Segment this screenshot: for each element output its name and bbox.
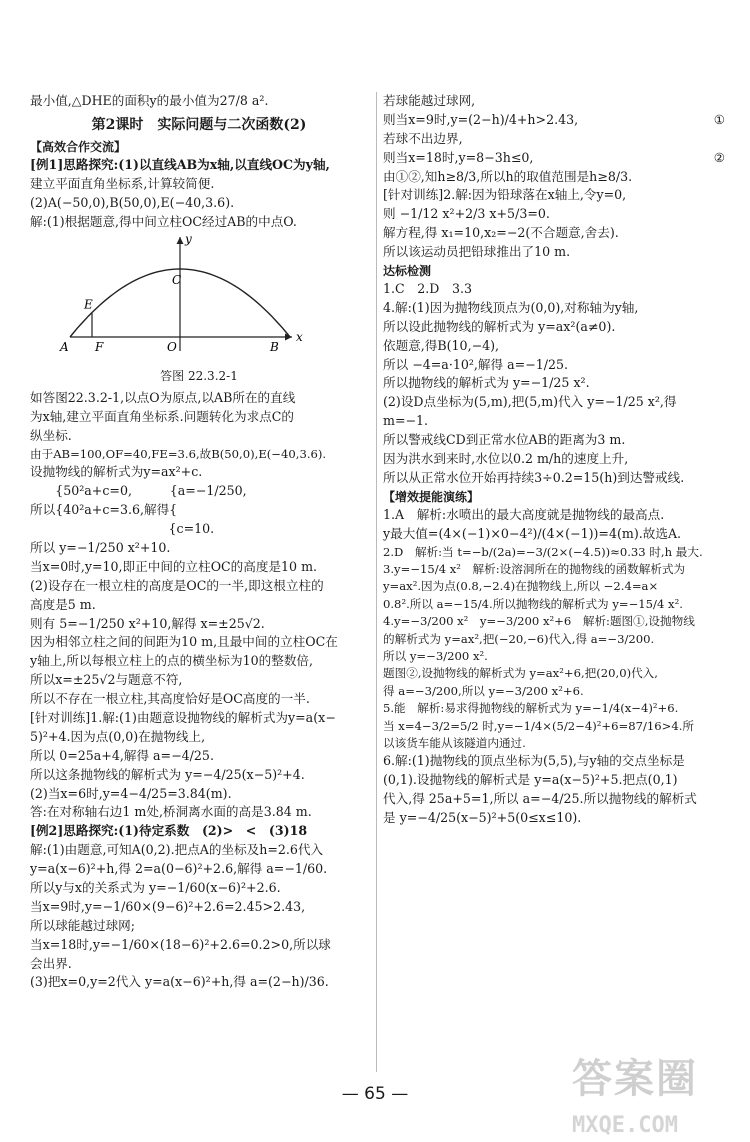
text-line bbox=[30, 803, 368, 822]
text-line bbox=[30, 482, 368, 501]
text-line-content: 设抛物线的解析式为y=ax²+c. bbox=[30, 464, 203, 480]
text-line bbox=[30, 596, 368, 615]
text-line bbox=[30, 213, 368, 232]
text-line-content: 因为相邻立柱之间的间距为10 m,且最中间的立柱OC在 bbox=[30, 634, 338, 650]
right-column bbox=[383, 92, 725, 828]
text-line bbox=[30, 156, 368, 175]
text-line bbox=[30, 766, 368, 785]
left-text-block-bottom bbox=[30, 389, 368, 992]
text-line bbox=[383, 648, 725, 665]
text-line-content: [针对训练]1.解:(1)由题意设抛物线的解析式为y=a(x− bbox=[30, 709, 336, 725]
text-line-content: y=ax².因为点(0.8,−2.4)在抛物线上,所以 −2.4=a× bbox=[383, 579, 659, 594]
text-line-content: 所以 y=−3/200 x². bbox=[383, 648, 488, 663]
text-line bbox=[30, 389, 368, 408]
text-line bbox=[383, 488, 725, 506]
text-line bbox=[30, 463, 368, 482]
text-line-content: 【增效提能演练】 bbox=[383, 489, 480, 504]
right-text-block bbox=[383, 92, 725, 828]
text-line-content: 【高效合作交流】 bbox=[30, 139, 127, 154]
equation-number: ② bbox=[713, 149, 725, 165]
text-line-content: 得 a=−3/200,所以 y=−3/200 x²+6. bbox=[383, 683, 584, 698]
text-line-content: (2)A(−50,0),B(50,0),E(−40,3.6). bbox=[30, 194, 235, 210]
text-line bbox=[383, 318, 725, 337]
text-line bbox=[383, 243, 725, 262]
text-line-content: 代入,得 25a+5=1,所以 a=−4/25.所以抛物线的解析式 bbox=[383, 791, 697, 807]
text-line bbox=[30, 633, 368, 652]
text-line-content: 2.D 解析:当 t=−b/(2a)=−3/(2×(−4.5))≈0.33 时,h 最大. bbox=[383, 544, 703, 559]
text-line bbox=[383, 450, 725, 469]
text-line-content: 所以警戒线CD到正常水位AB的距离为3 m. bbox=[383, 432, 626, 448]
text-line-content: 则当x=9时,y=(2−h)/4+h>2.43, bbox=[383, 111, 579, 127]
text-line bbox=[30, 879, 368, 898]
text-line bbox=[383, 506, 725, 525]
text-line bbox=[383, 393, 725, 412]
text-line bbox=[30, 652, 368, 671]
y-axis-arrow bbox=[177, 237, 184, 244]
text-line bbox=[30, 92, 368, 111]
text-line bbox=[383, 544, 725, 561]
text-line-content: 则当x=18时,y=8−3h≤0, bbox=[383, 149, 534, 165]
text-line-content: 所以 0=25a+4,解得 a=−4/25. bbox=[30, 747, 214, 763]
text-line-content: 由①②,知h≥8/3,所以h的取值范围是h≥8/3. bbox=[383, 168, 633, 184]
text-line bbox=[383, 665, 725, 682]
label-x: x bbox=[296, 330, 303, 345]
text-line bbox=[383, 149, 725, 168]
text-line-content: 0.8².所以 a=−15/4.所以抛物线的解析式为 y=−15/4 x². bbox=[383, 596, 683, 611]
text-line-content: (3)把x=0,y=2代入 y=a(x−6)²+h,得 a=(2−h)/36. bbox=[30, 974, 329, 990]
text-line bbox=[383, 752, 725, 771]
text-line bbox=[383, 337, 725, 356]
text-line-content: 依题意,得B(10,−4), bbox=[383, 337, 500, 353]
text-line-content: m=−1. bbox=[383, 413, 429, 429]
text-line bbox=[30, 501, 368, 520]
left-column bbox=[30, 92, 368, 992]
text-line-content: 解:(1)根据题意,得中间立柱OC经过AB的中点O. bbox=[30, 213, 297, 229]
page-number: — 65 — bbox=[341, 1084, 409, 1104]
text-line-content: 建立平面直角坐标系,计算较简便. bbox=[30, 175, 215, 191]
text-line-content: 如答图22.3.2-1,以点O为原点,以AB所在的直线 bbox=[30, 390, 296, 406]
label-y: y bbox=[185, 233, 192, 247]
text-line bbox=[383, 356, 725, 375]
text-line bbox=[30, 747, 368, 766]
column-divider bbox=[376, 92, 377, 1072]
text-line bbox=[383, 280, 725, 299]
text-line bbox=[383, 596, 725, 613]
text-line bbox=[383, 631, 725, 648]
text-line bbox=[30, 615, 368, 634]
text-line-content: (2)设存在一根立柱的高度是OC的一半,即这根立柱的 bbox=[30, 577, 324, 593]
text-line-content: 为x轴,建立平面直角坐标系.问题转化为求点C的 bbox=[30, 409, 295, 425]
text-line-content: 所以x=±25√2与题意不符, bbox=[30, 672, 183, 688]
label-e: E bbox=[84, 297, 93, 312]
text-line bbox=[383, 561, 725, 578]
text-line bbox=[383, 578, 725, 595]
text-line-content: 解方程,得 x₁=10,x₂=−2(不合题意,舍去). bbox=[383, 225, 619, 241]
text-line-content: 若球能越过球网, bbox=[383, 93, 476, 108]
parabola-figure bbox=[30, 233, 368, 361]
text-line-content: 当x=9时,y=−1/60×(9−6)²+2.6=2.45>2.43, bbox=[30, 898, 306, 914]
text-line-content: 是 y=−4/25(x−5)²+5(0≤x≤10). bbox=[383, 809, 582, 825]
text-line-content: 当x=18时,y=−1/60×(18−6)²+2.6=0.2>0,所以球 bbox=[30, 936, 331, 952]
text-line bbox=[30, 917, 368, 936]
text-line bbox=[30, 446, 368, 463]
text-line bbox=[383, 469, 725, 488]
text-line-content: [针对训练]2.解:因为铅球落在x轴上,令y=0, bbox=[383, 187, 627, 203]
text-line bbox=[30, 709, 368, 728]
text-line bbox=[383, 683, 725, 700]
text-line-content: 若球不出边界, bbox=[383, 130, 463, 146]
text-line-content: y最大值=(4×(−1)×0−4²)/(4×(−1))=4(m).故选A. bbox=[383, 525, 682, 541]
text-line bbox=[30, 175, 368, 194]
text-line-content: 因为洪水到来时,水位以0.2 m/h的速度上升, bbox=[383, 451, 629, 467]
text-line-content: 所以抛物线的解析式为 y=−1/25 x². bbox=[383, 375, 590, 391]
text-line bbox=[30, 671, 368, 690]
text-line-content: 高度是5 m. bbox=[30, 596, 96, 612]
text-line-content: 4.y=−3/200 x² y=−3/200 x²+6 解析:题图①,设抛物线 bbox=[383, 614, 695, 629]
text-line bbox=[30, 728, 368, 747]
text-line bbox=[383, 790, 725, 809]
text-line-content: {c=10. bbox=[30, 521, 215, 537]
text-line bbox=[30, 558, 368, 577]
text-line-content: (2)设D点坐标为(5,m),把(5,m)代入 y=−1/25 x²,得 bbox=[383, 394, 677, 410]
label-f: F bbox=[95, 340, 104, 355]
text-line-content: [例1]思路探究:(1)以直线AB为x轴,以直线OC为y轴, bbox=[30, 156, 330, 172]
text-line-content: 解:(1)由题意,可知A(0,2).把点A的坐标及h=2.6代入 bbox=[30, 842, 324, 858]
text-line bbox=[30, 860, 368, 879]
text-line bbox=[30, 520, 368, 539]
text-line bbox=[30, 973, 368, 992]
text-line bbox=[383, 809, 725, 828]
text-line bbox=[383, 374, 725, 393]
label-o: O bbox=[167, 340, 177, 355]
text-line-content: y=a(x−6)²+h,得 2=a(0−6)²+2.6,解得 a=−1/60. bbox=[30, 861, 328, 877]
text-line-content: 达标检测 bbox=[383, 264, 432, 279]
text-line-content: (2)当x=6时,y=4−4/25=3.84(m). bbox=[30, 785, 232, 801]
text-line-content: {50²a+c=0, {a=−1/250, bbox=[30, 483, 247, 499]
text-line-content: 的解析式为 y=ax²,把(−20,−6)代入,得 a=−3/200. bbox=[383, 631, 655, 646]
text-line bbox=[383, 613, 725, 630]
text-line bbox=[30, 841, 368, 860]
text-line bbox=[30, 427, 368, 446]
label-c: C bbox=[172, 273, 182, 288]
label-b: B bbox=[270, 340, 279, 355]
text-line-content: 3.y=−15/4 x² 解析:设溶洞所在的抛物线的函数解析式为 bbox=[383, 561, 686, 576]
text-line-content: 所以该运动员把铅球推出了10 m. bbox=[383, 244, 571, 260]
text-line-content: 答:在对称轴右边1 m处,桥洞离水面的高是3.84 m. bbox=[30, 804, 312, 820]
text-line-content: 由于AB=100,OF=40,FE=3.6,故B(50,0),E(−40,3.6). bbox=[30, 447, 327, 462]
text-line-content: 所以设此抛物线的解析式为 y=ax²(a≠0). bbox=[383, 318, 616, 334]
text-line bbox=[30, 194, 368, 213]
text-line bbox=[30, 690, 368, 709]
text-line-content: 当 x=4−3/2=5/2 时,y=−1/4×(5/2−4)²+6=87/16>4.所 bbox=[383, 718, 694, 733]
text-line bbox=[30, 138, 368, 156]
text-line-content: 所以y与x的关系式为 y=−1/60(x−6)²+2.6. bbox=[30, 880, 281, 895]
text-line bbox=[383, 718, 725, 735]
text-line bbox=[30, 936, 368, 955]
text-line bbox=[383, 431, 725, 450]
text-line-content: 4.解:(1)因为抛物线顶点为(0,0),对称轴为y轴, bbox=[383, 299, 639, 315]
text-line-content: 所以球能越过球网; bbox=[30, 917, 135, 933]
text-line bbox=[30, 539, 368, 558]
watermark-top-text: 答案圈 bbox=[572, 1056, 698, 1102]
text-line-content: 所以这条抛物线的解析式为 y=−4/25(x−5)²+4. bbox=[30, 766, 305, 782]
text-line-content: 所以不存在一根立柱,其高度恰好是OC高度的一半. bbox=[30, 691, 310, 707]
text-line bbox=[383, 299, 725, 318]
text-line-content: 以该货车能从该隧道内通过. bbox=[383, 735, 526, 750]
text-line bbox=[30, 822, 368, 841]
text-line bbox=[383, 224, 725, 243]
text-line-content: 第2课时 实际问题与二次函数(2) bbox=[91, 116, 307, 133]
text-line-content: 纵坐标. bbox=[30, 428, 72, 444]
text-line bbox=[30, 115, 368, 136]
text-line bbox=[383, 92, 725, 111]
text-line-content: 则有 5=−1/250 x²+10,解得 x=±25√2. bbox=[30, 615, 265, 631]
text-line-content: 所以 −4=a·10²,解得 a=−1/25. bbox=[383, 356, 568, 372]
text-line-content: 当x=0时,y=10,即正中间的立柱OC的高度是10 m. bbox=[30, 558, 318, 574]
text-line-content: 所以 y=−1/250 x²+10. bbox=[30, 539, 171, 555]
text-line bbox=[383, 205, 725, 224]
text-line-content: 所以从正常水位开始再持续3÷0.2=15(h)到达警戒线. bbox=[383, 469, 685, 485]
figure-caption: 答图 22.3.2-1 bbox=[160, 369, 238, 384]
text-line bbox=[383, 130, 725, 149]
text-line-content: 题图②,设抛物线的解析式为 y=ax²+6,把(20,0)代入, bbox=[383, 666, 658, 681]
text-line bbox=[383, 111, 725, 130]
text-line-content: 5)²+4.因为点(0,0)在抛物线上, bbox=[30, 728, 206, 744]
text-line bbox=[383, 735, 725, 752]
text-line-content: 会出界. bbox=[30, 955, 72, 971]
text-line bbox=[383, 262, 725, 280]
text-line-content: (0,1).设抛物线的解析式是 y=a(x−5)²+5.把点(0,1) bbox=[383, 772, 678, 788]
watermark-logo bbox=[572, 1049, 732, 1138]
text-line bbox=[30, 408, 368, 427]
label-a: A bbox=[60, 340, 69, 355]
text-line-content: 所以{40²a+c=3.6,解得{ bbox=[30, 502, 178, 518]
text-line-content: [例2]思路探究:(1)待定系数 (2)> < (3)18 bbox=[30, 823, 308, 839]
text-line-content: 1.A 解析:水喷出的最大高度就是抛物线的最高点. bbox=[383, 506, 665, 522]
text-line-content: 最小值,△DHE的面积y的最小值为27/8 a². bbox=[30, 93, 269, 108]
text-line-content: 6.解:(1)抛物线的顶点坐标为(5,5),与y轴的交点坐标是 bbox=[383, 753, 685, 769]
text-line bbox=[30, 785, 368, 804]
text-line-content: 5.能 解析:易求得抛物线的解析式为 y=−1/4(x−4)²+6. bbox=[383, 701, 679, 716]
text-line bbox=[383, 168, 725, 187]
text-line bbox=[383, 525, 725, 544]
left-text-block-top bbox=[30, 92, 368, 231]
text-line-content: 则 −1/12 x²+2/3 x+5/3=0. bbox=[383, 206, 550, 222]
text-line bbox=[30, 577, 368, 596]
equation-number: ① bbox=[713, 111, 725, 127]
watermark-bottom-text: MXQE.COM bbox=[572, 1113, 678, 1138]
text-line bbox=[383, 771, 725, 790]
text-line-content: y轴上,所以每根立柱上的点的横坐标为10的整数倍, bbox=[30, 653, 314, 669]
text-line bbox=[383, 700, 725, 717]
text-line bbox=[383, 412, 725, 431]
text-line-content: 1.C 2.D 3.3 bbox=[383, 281, 472, 297]
text-line bbox=[383, 186, 725, 205]
text-line bbox=[30, 898, 368, 917]
text-line bbox=[30, 955, 368, 974]
